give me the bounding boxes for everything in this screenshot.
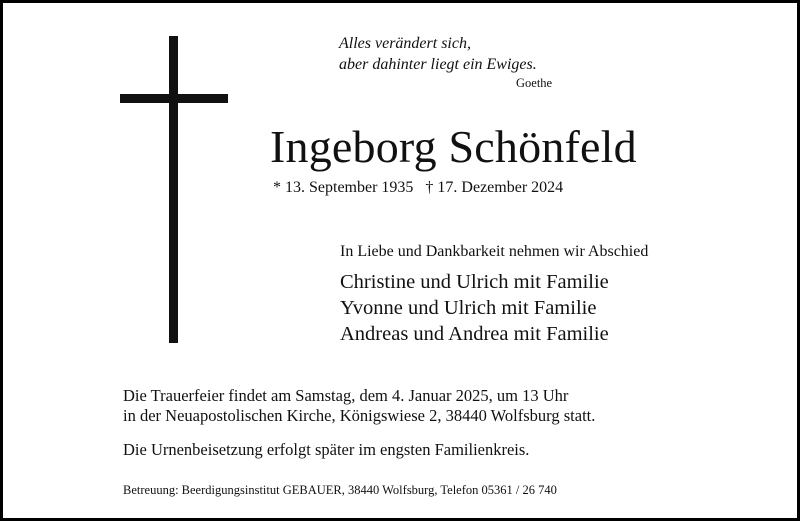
ceremony-line-1: Die Trauerfeier findet am Samstag, dem 4. Januar 2025, um 13 Uhr <box>123 386 569 405</box>
quote-author: Goethe <box>516 76 553 90</box>
mourner: Yvonne und Ulrich mit Familie <box>340 297 597 319</box>
death-date: † 17. Dezember 2024 <box>425 179 564 196</box>
quote-line-2: aber dahinter liegt ein Ewiges. <box>339 56 537 73</box>
farewell-text: In Liebe und Dankbarkeit nehmen wir Abschied <box>340 243 649 260</box>
birth-date: * 13. September 1935 <box>273 179 414 196</box>
cross-icon <box>169 36 178 343</box>
ceremony-line-2: in der Neuapostolischen Kirche, Königswiese 2, 38440 Wolfsburg statt. <box>123 406 596 425</box>
life-dates <box>273 179 563 197</box>
mourners-list <box>340 269 609 347</box>
mourner: Andreas und Andrea mit Familie <box>340 323 609 345</box>
quote-line-1: Alles verändert sich, <box>339 35 471 52</box>
deceased-name: Ingeborg Schönfeld <box>270 121 637 172</box>
ceremony-info <box>123 386 595 426</box>
mourner: Christine und Ulrich mit Familie <box>340 271 609 293</box>
cross-icon-crossbar <box>120 94 228 103</box>
quote <box>339 33 537 75</box>
urn-burial-info: Die Urnenbeisetzung erfolgt später im engsten Familienkreis. <box>123 440 530 459</box>
funeral-home-info: Betreuung: Beerdigungsinstitut GEBAUER, 38440 Wolfsburg, Telefon 05361 / 26 740 <box>123 483 557 497</box>
